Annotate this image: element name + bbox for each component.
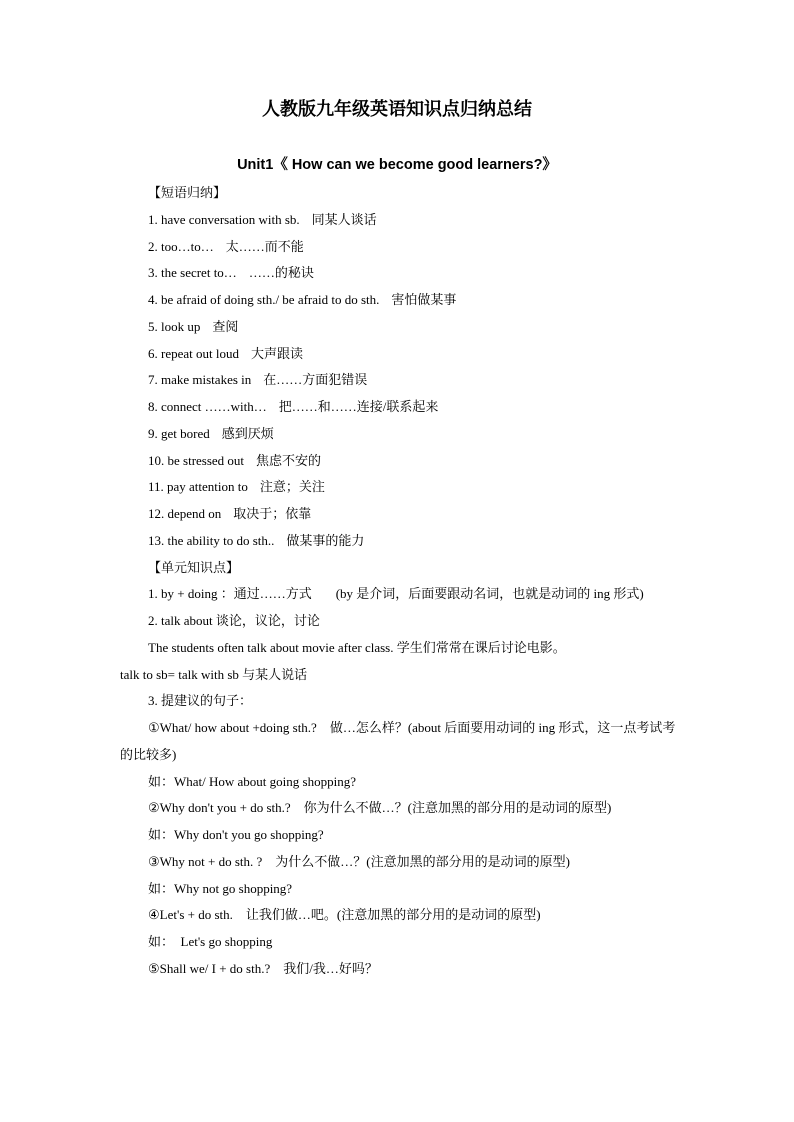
phrase-en: 5. look up: [148, 318, 201, 334]
phrase-item: [120, 367, 680, 394]
suggestion-4: ④Let's + do sth. 让我们做…吧。(注意加黑的部分用的是动词的原型): [148, 907, 541, 923]
phrase-en: 1. have conversation with sb.: [148, 211, 300, 227]
suggestion-2: ②Why don't you + do sth.? 你为什么不做…？(注意加黑的部分用的是动词的原型): [148, 800, 612, 816]
point-2-example: The students often talk about movie after class. 学生们常常在课后讨论电影。: [148, 639, 566, 655]
phrase-zh: 大声跟读: [250, 345, 303, 361]
phrase-item: [120, 341, 680, 368]
suggestion-5: ⑤Shall we/ I + do sth.? 我们/我…好吗？: [148, 960, 378, 976]
phrase-zh: 在……方面犯错误: [263, 372, 368, 388]
phrase-item: [120, 421, 680, 448]
phrase-zh: 太……而不能: [225, 238, 304, 254]
suggestion-2-example: 如：Why don't you go shopping?: [148, 827, 324, 842]
phrase-en: 12. depend on: [148, 506, 222, 521]
document-title: 人教版九年级英语知识点归纳总结: [262, 99, 532, 120]
phrase-item: [120, 314, 680, 341]
phrase-en: 2. too…to…: [148, 238, 214, 254]
suggestion-1-example: 如：What/ How about going shopping?: [148, 773, 356, 789]
phrase-item: [120, 207, 680, 234]
section-header-points: 【单元知识点】: [148, 559, 240, 575]
phrase-item: [120, 448, 680, 475]
suggestion-3-example: 如：Why not go shopping?: [148, 880, 293, 896]
suggestion-1: ①What/ how about +doing sth.? 做…怎么样？(about 后面要用动词的 ing 形式，这一点考试考的比较多): [120, 720, 676, 762]
phrase-zh: 注意；关注: [259, 479, 325, 495]
phrase-en: 8. connect ……with…: [148, 399, 267, 414]
phrase-en: 3. the secret to…: [148, 265, 237, 281]
phrase-zh: 把……和……连接/联系起来: [278, 399, 439, 414]
document-body: [120, 180, 680, 983]
point-1-note: (by 是介词，后面要跟动名词，也就是动词的 ing 形式): [335, 586, 644, 602]
phrase-en: 7. make mistakes in: [148, 372, 252, 388]
phrase-zh: 做某事的能力: [286, 532, 365, 548]
suggestion-4-example: 如： Let's go shopping: [148, 934, 273, 949]
phrase-item: [120, 234, 680, 261]
phrase-zh: 感到厌烦: [221, 425, 274, 441]
phrase-en: 6. repeat out loud: [148, 345, 239, 361]
phrase-zh: 焦虑不安的: [256, 452, 322, 468]
phrase-item: [120, 474, 680, 501]
phrase-item: [120, 260, 680, 287]
phrase-zh: 查阅: [212, 318, 239, 334]
section-header-phrases: 【短语归纳】: [148, 185, 227, 200]
phrase-en: 11. pay attention to: [148, 479, 248, 495]
phrase-list: [120, 207, 680, 555]
phrase-item: [120, 528, 680, 555]
point-1-main: 1. by + doing ：通过……方式: [148, 586, 312, 602]
unit-title: Unit1《 How can we become good learners?》: [237, 157, 557, 173]
phrase-item: [120, 394, 680, 421]
point-2: 2. talk about 谈论，议论，讨论: [148, 613, 320, 628]
phrase-zh: 害怕做某事: [391, 292, 457, 307]
point-2-note: talk to sb= talk with sb 与某人说话: [120, 666, 308, 682]
phrase-zh: 同某人谈话: [311, 211, 377, 227]
suggestion-3: ③Why not + do sth. ? 为什么不做…？(注意加黑的部分用的是动词的原型): [148, 853, 570, 869]
phrase-en: 4. be afraid of doing sth./ be afraid to do sth.: [148, 292, 380, 307]
phrase-zh: ……的秘诀: [248, 265, 314, 281]
phrase-zh: 取决于；依靠: [233, 506, 312, 521]
phrase-en: 10. be stressed out: [148, 452, 245, 468]
point-1: [120, 581, 680, 608]
phrase-item: [120, 501, 680, 528]
phrase-en: 9. get bored: [148, 425, 210, 441]
phrase-item: [120, 287, 680, 314]
phrase-en: 13. the ability to do sth..: [148, 532, 275, 548]
point-3: 3. 提建议的句子：: [148, 693, 253, 709]
